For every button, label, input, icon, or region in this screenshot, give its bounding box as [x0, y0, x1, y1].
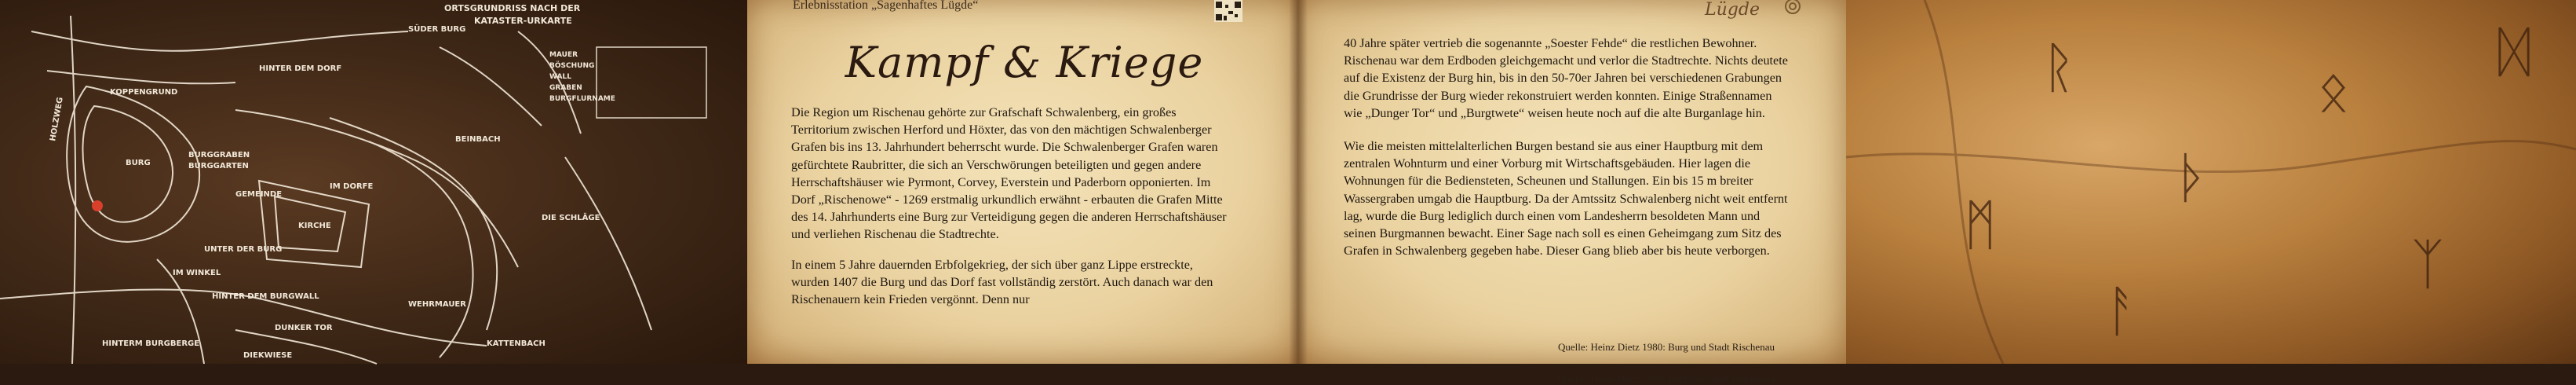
rune-glyph: ᚱ	[2042, 35, 2075, 100]
map-label-koppengrund: KOPPENGRUND	[110, 88, 178, 97]
source-note: Quelle: Heinz Dietz 1980: Burg und Stadt Rischenau	[1558, 372, 1775, 384]
rune-glyph: ᚨ	[2105, 279, 2138, 343]
map-label-burggarten: BURGGARTEN	[188, 162, 249, 170]
legend-boeschung: BÖSCHUNG	[549, 62, 595, 70]
right-page-text	[1344, 35, 1791, 275]
legend-wall: WALL	[549, 73, 571, 81]
map-label-hinter-dem-burgwall: HINTER DEM BURGWALL	[212, 292, 319, 301]
paragraph: Die Region um Rischenau gehörte zur Grafschaft Schwalenberg, ein großes Territorium zwischen Herford und Höxter, das von den mächtigen Schwalenberger Grafen bis ins 13. Jahrhundert beherrscht wurde. Die Schwalenberger Grafen waren gefürchtete Raubritter, die sich an Verschwörungen beteiligten und gegen andere Herrschaftshäuser wie Pyrmont, Corvey, Everstein und Paderborn opponierten. Im Dorf „Rischenowe“ - 1269 erstmalig urkundlich erwähnt - erbauten die Grafen Mitte des 14. Jahrhunderts eine Burg zur Verteidigung gegen die anderen Herrschaftshäuser und verliehen Rischenau die Stadtrechte.	[791, 105, 1227, 242]
page-gutter	[1289, 0, 1308, 364]
map-label-beinbach: BEINBACH	[455, 135, 501, 144]
qr-code-icon[interactable]	[1214, 0, 1242, 22]
map-legend-title-1: ORTSGRUNDRISS NACH DER	[444, 3, 581, 13]
info-board	[747, 0, 1846, 364]
map-label-gemeinde: GEMEINDE	[235, 190, 283, 199]
rune-artwork	[1846, 0, 2576, 364]
map-label-sueder-burg: SÜDER BURG	[408, 25, 466, 34]
map-label-diekwiese: DIEKWIESE	[243, 351, 293, 360]
map-label-kattenbach: KATTENBACH	[487, 339, 545, 348]
map-label-burggraben: BURGGRABEN	[188, 151, 250, 160]
luegde-logo: Lügde	[1705, 0, 1760, 20]
map-label-hinter-dem-dorf: HINTER DEM DORF	[259, 64, 342, 73]
map-label-hinterm-burgberge: HINTERM BURGBERGE	[102, 339, 200, 348]
map-label-im-winkel: IM WINKEL	[173, 269, 221, 277]
rune-glyph: ᛗ	[1964, 192, 1997, 257]
map-label-kirche: KIRCHE	[298, 222, 331, 230]
rune-glyph: ᛞ	[2498, 20, 2530, 84]
paragraph: 40 Jahre später vertrieb die sogenannte „Soester Fehde“ die restlichen Bewohner. Rischenau war dem Erdboden gleichgemacht und verlor die Stadtrechte. Nichts deutete auf die Existenz der Burg hin, bis in den 50-70er Jahren bei verschiedenen Grabungen die Grundrisse der Burg wieder rekonstruiert werden konnten. Einige Straßennamen wie „Dunger Tor“ und „Burgtwete“ weisen heute noch auf die alte Burganlage hin.	[1344, 36, 1788, 120]
map-drawing	[0, 0, 747, 364]
page-title: Kampf & Kriege	[845, 38, 1204, 87]
map-label-unter-der-burg: UNTER DER BURG	[204, 245, 283, 254]
map-label-dunker-tor: DUNKER TOR	[275, 324, 333, 332]
map-label-im-dorfe: IM DORFE	[330, 182, 374, 191]
map-label-holzweg: HOLZWEG	[49, 96, 65, 142]
station-header: Erlebnisstation „Sagenhaftes Lügde“	[793, 0, 979, 12]
rune-glyph: ᛟ	[2317, 59, 2350, 123]
parchment-page-right	[1297, 0, 1846, 364]
location-marker-icon	[92, 200, 103, 211]
legend-mauer: MAUER	[549, 51, 578, 59]
paragraph: Wie die meisten mittelalterlichen Burgen bestand sie aus einer Hauptburg mit dem zentralen Wohnturm und einer Vorburg mit Wirtschaftsgebäuden. Hier lagen die Wohnungen für die Bediensteten, Scheunen und Stallungen. Ein bis 15 m breiter Wassergraben umgab die Hauptburg. Da der Amtssitz Schwalenberg nicht weit entfernt lag, wurde die Burg lediglich durch einen vom Landesherrn besoldeten Mann und seinen Burgmannen bewacht. Einer Sage nach soll es einen Geheimgang zum Sitz des Grafen in Schwalenberg gegeben habe. Dieser Gang blieb aber bis heute verborgen.	[1344, 139, 1788, 258]
rune-drawing	[1846, 0, 2576, 364]
left-page-text	[791, 104, 1231, 321]
rune-glyph: ᛉ	[2411, 232, 2444, 296]
source-note-visible: Quelle: Heinz Dietz 1980: Burg und Stadt Rischenau	[1558, 341, 1775, 353]
rune-glyph: ᚦ	[2176, 145, 2209, 210]
map-label-burg: BURG	[126, 159, 151, 167]
legend-graben: GRABEN	[549, 84, 582, 92]
paragraph: In einem 5 Jahre dauernden Erbfolgekrieg, der sich über ganz Lippe erstreckte, wurden 1407 die Burg und das Dorf fast vollständig zerstört. Auch danach war den Rischenauern kein Frieden vergönnt. Denn nur	[791, 257, 1213, 307]
map-label-die-schlaege: DIE SCHLÄGE	[542, 214, 600, 222]
spiral-logo-icon	[1775, 0, 1812, 17]
legend-burgflurname: BURGFLURNAME	[549, 95, 615, 103]
map-label-wehrmauer: WEHRMAUER	[408, 300, 466, 309]
map-legend-title-2: KATASTER-URKARTE	[474, 16, 572, 26]
parchment-page-left	[747, 0, 1301, 364]
cadastral-map	[0, 0, 747, 364]
